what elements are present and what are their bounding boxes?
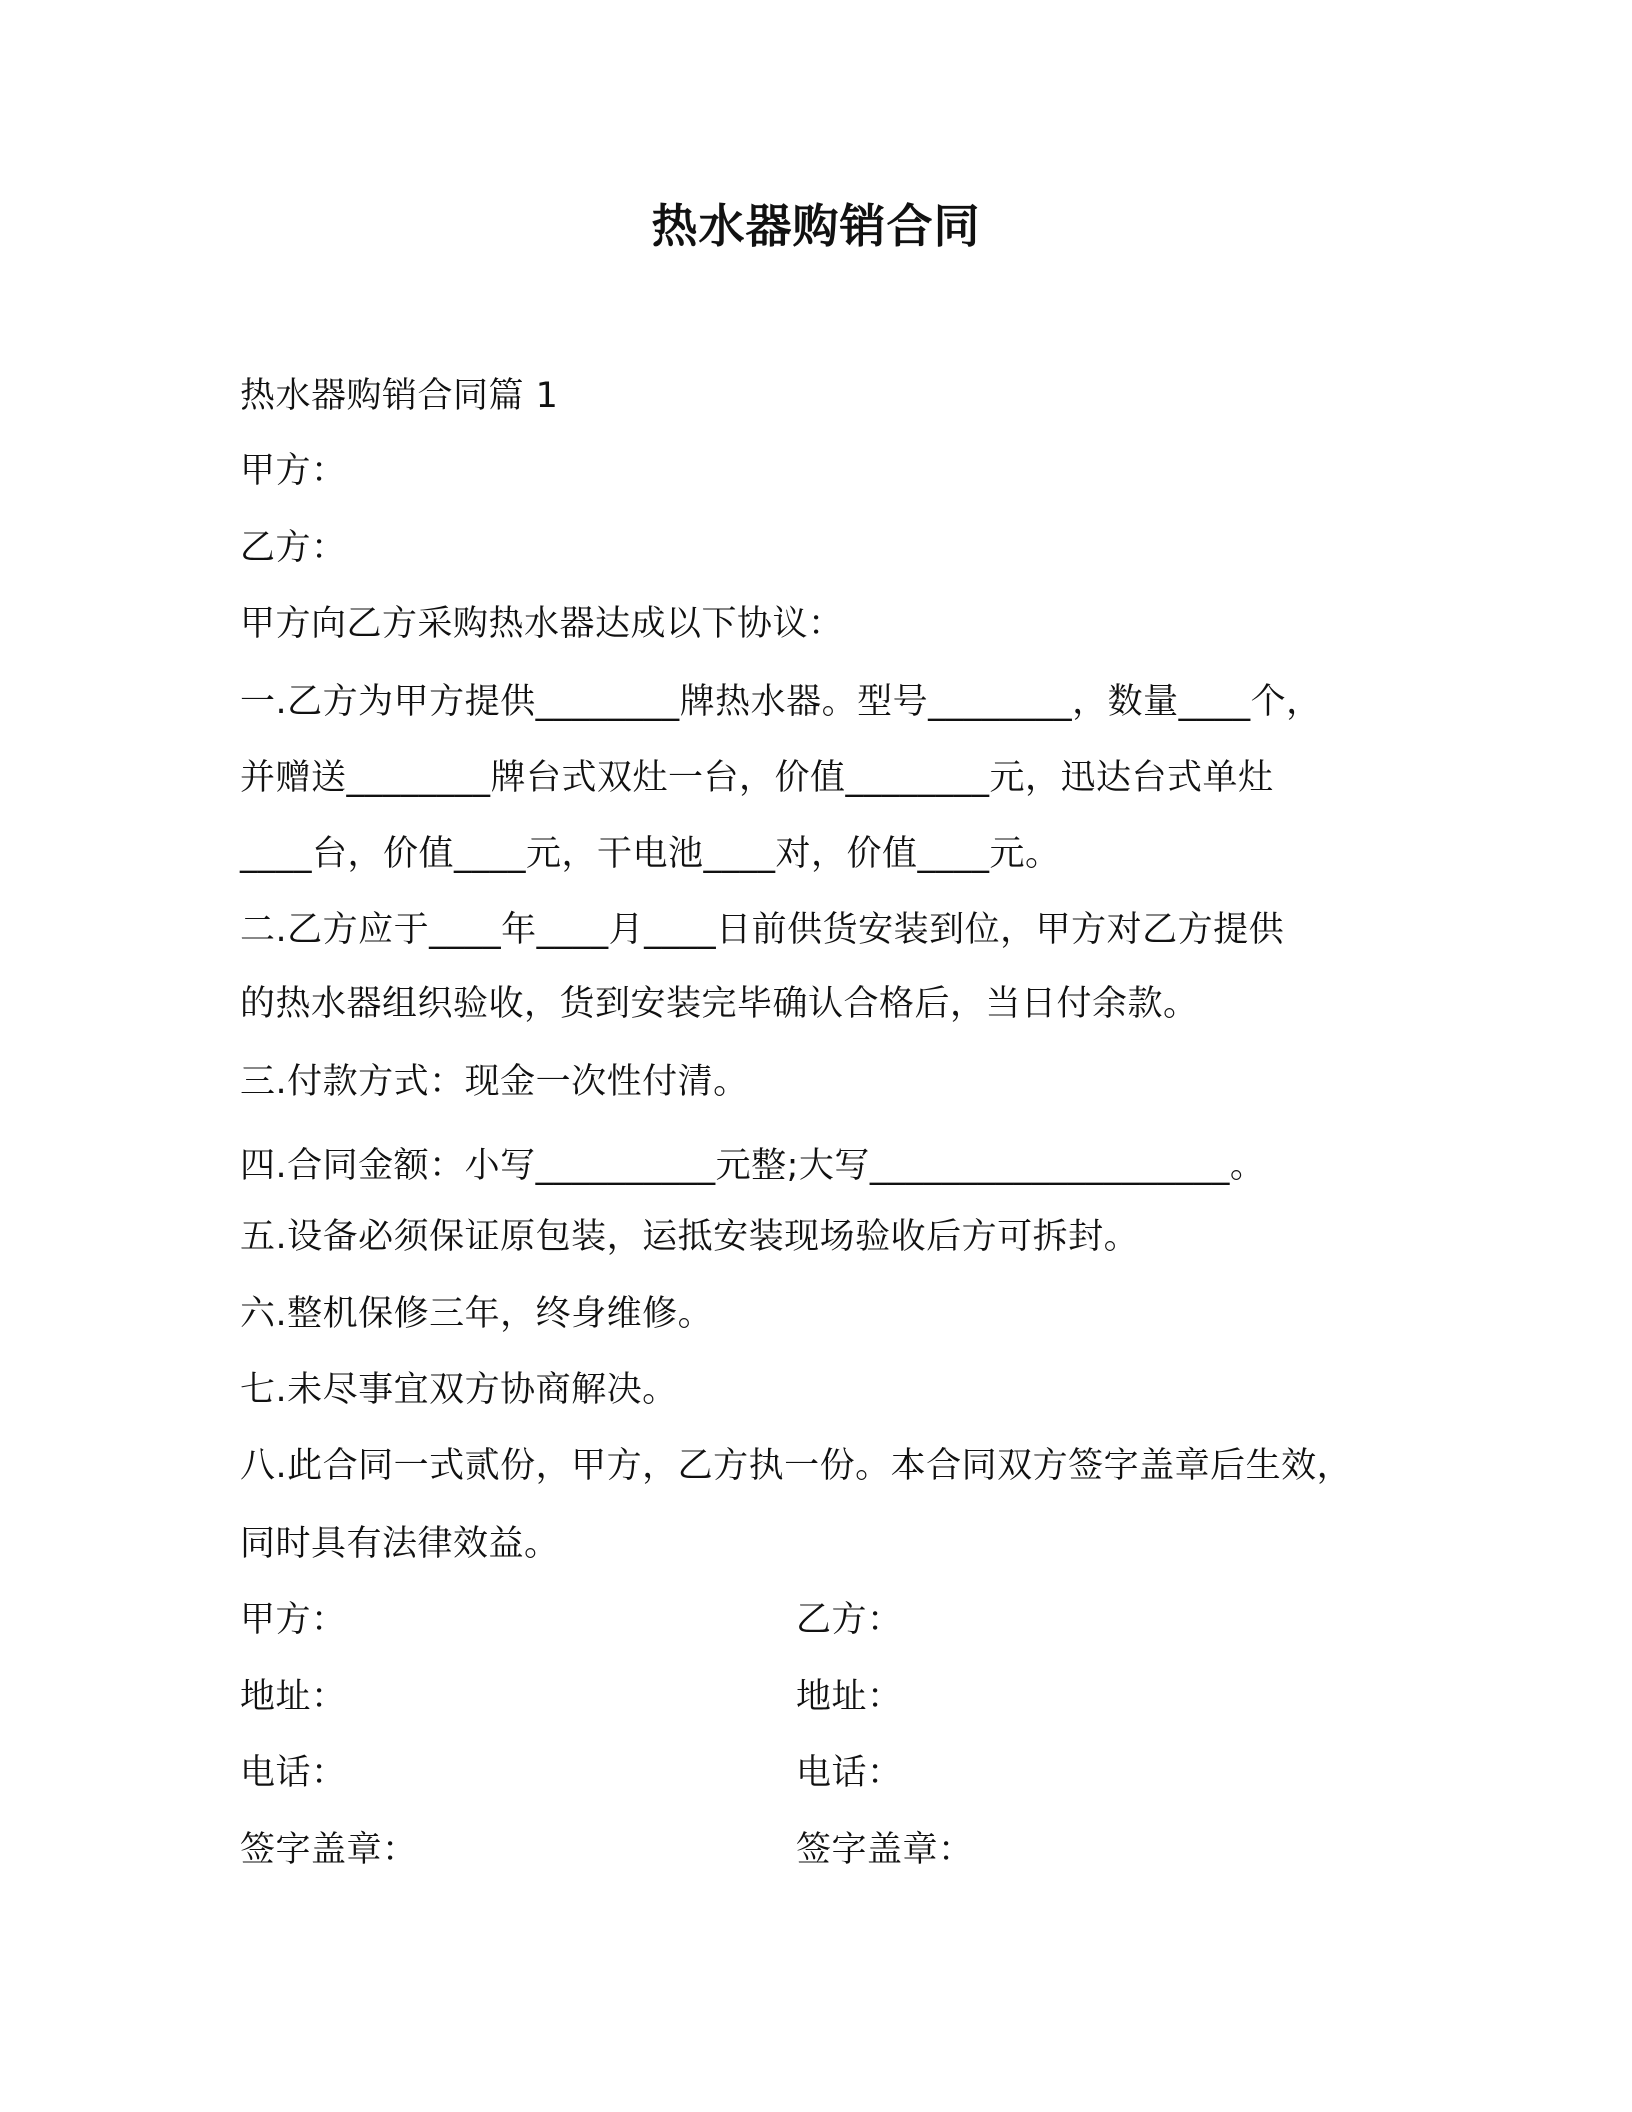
clause-line: 六.整机保修三年，终身维修。 xyxy=(240,1294,714,1334)
clause-line: 一.乙方为甲方提供________牌热水器。型号________，数量____个， xyxy=(240,682,1322,722)
signature-party-b: 乙方： xyxy=(796,1600,903,1640)
signature-phone-b: 电话： xyxy=(796,1753,903,1793)
signature-stamp-b: 签字盖章： xyxy=(796,1830,974,1870)
clause-line: 八.此合同一式贰份，甲方，乙方执一份。本合同双方签字盖章后生效， xyxy=(240,1446,1353,1486)
party-b-label: 乙方： xyxy=(240,528,347,568)
clause-line: 七.未尽事宜双方协商解决。 xyxy=(240,1370,678,1410)
clause-line: 三.付款方式：现金一次性付清。 xyxy=(240,1062,749,1102)
clause-line: 并赠送________牌台式双灶一台，价值________元，迅达台式单灶 xyxy=(240,758,1274,798)
clause-line: 同时具有法律效益。 xyxy=(240,1524,560,1564)
signature-party-a: 甲方： xyxy=(240,1600,347,1640)
clause-line: 五.设备必须保证原包装，运抵安装现场验收后方可拆封。 xyxy=(240,1217,1140,1257)
signature-stamp-a: 签字盖章： xyxy=(240,1830,418,1870)
agreement-intro: 甲方向乙方采购热水器达成以下协议： xyxy=(240,604,844,644)
signature-address-a: 地址： xyxy=(240,1677,347,1717)
clause-line: 二.乙方应于____年____月____日前供货安装到位，甲方对乙方提供 xyxy=(240,910,1285,950)
signature-phone-a: 电话： xyxy=(240,1753,347,1793)
clause-line: 的热水器组织验收，货到安装完毕确认合格后，当日付余款。 xyxy=(240,984,1199,1024)
section-heading: 热水器购销合同篇 1 xyxy=(240,376,559,416)
document-title: 热水器购销合同 xyxy=(651,199,981,253)
clause-line: ____台，价值____元，干电池____对，价值____元。 xyxy=(240,834,1061,874)
clause-line: 四.合同金额：小写__________元整;大写____________________。 xyxy=(240,1146,1266,1186)
signature-address-b: 地址： xyxy=(796,1677,903,1717)
party-a-label: 甲方： xyxy=(240,451,347,491)
